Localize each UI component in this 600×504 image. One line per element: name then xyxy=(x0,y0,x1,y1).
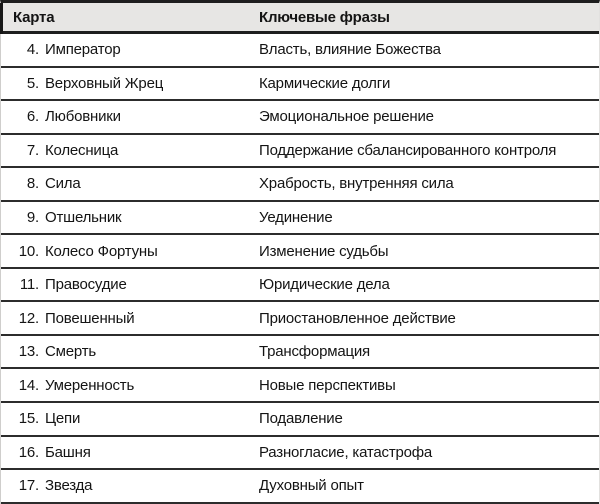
card-number: 4. xyxy=(26,41,39,59)
card-number: 9. xyxy=(26,209,39,226)
table-row xyxy=(1,135,599,169)
card-number: 5. xyxy=(26,74,39,92)
table-row xyxy=(1,369,599,403)
card-number: 14. xyxy=(18,376,39,394)
card-name: Умеренность xyxy=(45,376,135,394)
card-cell xyxy=(1,444,247,461)
card-name: Колесница xyxy=(45,141,119,159)
card-cell xyxy=(1,310,247,327)
table-row xyxy=(1,101,599,135)
card-cell xyxy=(1,243,247,260)
card-cell xyxy=(1,108,247,125)
table-row xyxy=(1,403,599,437)
card-number: 13. xyxy=(18,343,39,361)
card-cell xyxy=(1,142,247,159)
card-name: Повешенный xyxy=(45,309,135,327)
keyphrase-cell: Приостановленное действие xyxy=(259,309,456,327)
card-cell xyxy=(1,276,247,293)
keyphrase-cell: Подавление xyxy=(259,410,343,428)
card-number: 7. xyxy=(26,141,39,159)
table-header-row xyxy=(1,3,599,34)
card-number: 15. xyxy=(18,410,39,428)
card-number: 11. xyxy=(19,276,39,294)
card-cell xyxy=(1,377,247,394)
column-header-keyphrases: Ключевые фразы xyxy=(259,8,390,26)
table-row xyxy=(1,34,599,68)
table-row xyxy=(1,437,599,471)
keyphrase-cell: Разногласие, катастрофа xyxy=(259,443,433,461)
card-name: Отшельник xyxy=(45,209,122,226)
card-name: Цепи xyxy=(45,410,81,428)
keyphrase-cell: Трансформация xyxy=(259,343,370,361)
table-row xyxy=(1,235,599,269)
card-cell xyxy=(1,477,247,494)
header-left-edge-rule xyxy=(0,3,3,34)
table-row xyxy=(1,336,599,370)
card-number: 12. xyxy=(18,309,39,327)
keyphrase-cell: Уединение xyxy=(259,209,333,226)
card-name: Император xyxy=(45,41,121,59)
card-number: 8. xyxy=(26,175,39,193)
card-name: Правосудие xyxy=(45,276,127,294)
card-name: Смерть xyxy=(45,343,96,361)
card-cell xyxy=(1,41,247,58)
keyphrase-cell: Юридические дела xyxy=(259,276,390,294)
card-name: Сила xyxy=(45,175,81,193)
table-row xyxy=(1,68,599,102)
table-row xyxy=(1,269,599,303)
keyphrase-cell: Духовный опыт xyxy=(259,477,364,495)
table-row xyxy=(1,302,599,336)
keyphrase-cell: Поддержание сбалансированного контроля xyxy=(259,141,557,159)
keyphrase-cell: Власть, влияние Божества xyxy=(259,41,441,59)
card-name: Башня xyxy=(45,443,91,461)
table-body xyxy=(1,34,599,504)
card-cell xyxy=(1,410,247,427)
card-cell xyxy=(1,175,247,192)
keyphrase-cell: Новые перспективы xyxy=(259,376,396,394)
card-name: Любовники xyxy=(45,108,121,126)
card-cell xyxy=(1,343,247,360)
keyphrase-cell: Эмоциональное решение xyxy=(259,108,434,126)
table-row xyxy=(1,168,599,202)
card-name: Колесо Фортуны xyxy=(45,242,158,260)
column-header-card: Карта xyxy=(13,8,55,26)
table-row xyxy=(1,470,599,504)
card-number: 6. xyxy=(26,108,39,126)
card-number: 17. xyxy=(18,477,39,495)
card-number: 10. xyxy=(18,242,39,260)
table-row xyxy=(1,202,599,236)
card-cell xyxy=(1,75,247,92)
card-number: 16. xyxy=(18,443,39,461)
keyphrase-cell: Кармические долги xyxy=(259,74,391,92)
keyphrase-cell: Храбрость, внутренняя сила xyxy=(259,175,454,193)
card-cell xyxy=(1,209,247,226)
card-name: Верховный Жрец xyxy=(45,74,164,92)
card-name: Звезда xyxy=(45,477,93,495)
keyphrase-cell: Изменение судьбы xyxy=(259,242,389,260)
